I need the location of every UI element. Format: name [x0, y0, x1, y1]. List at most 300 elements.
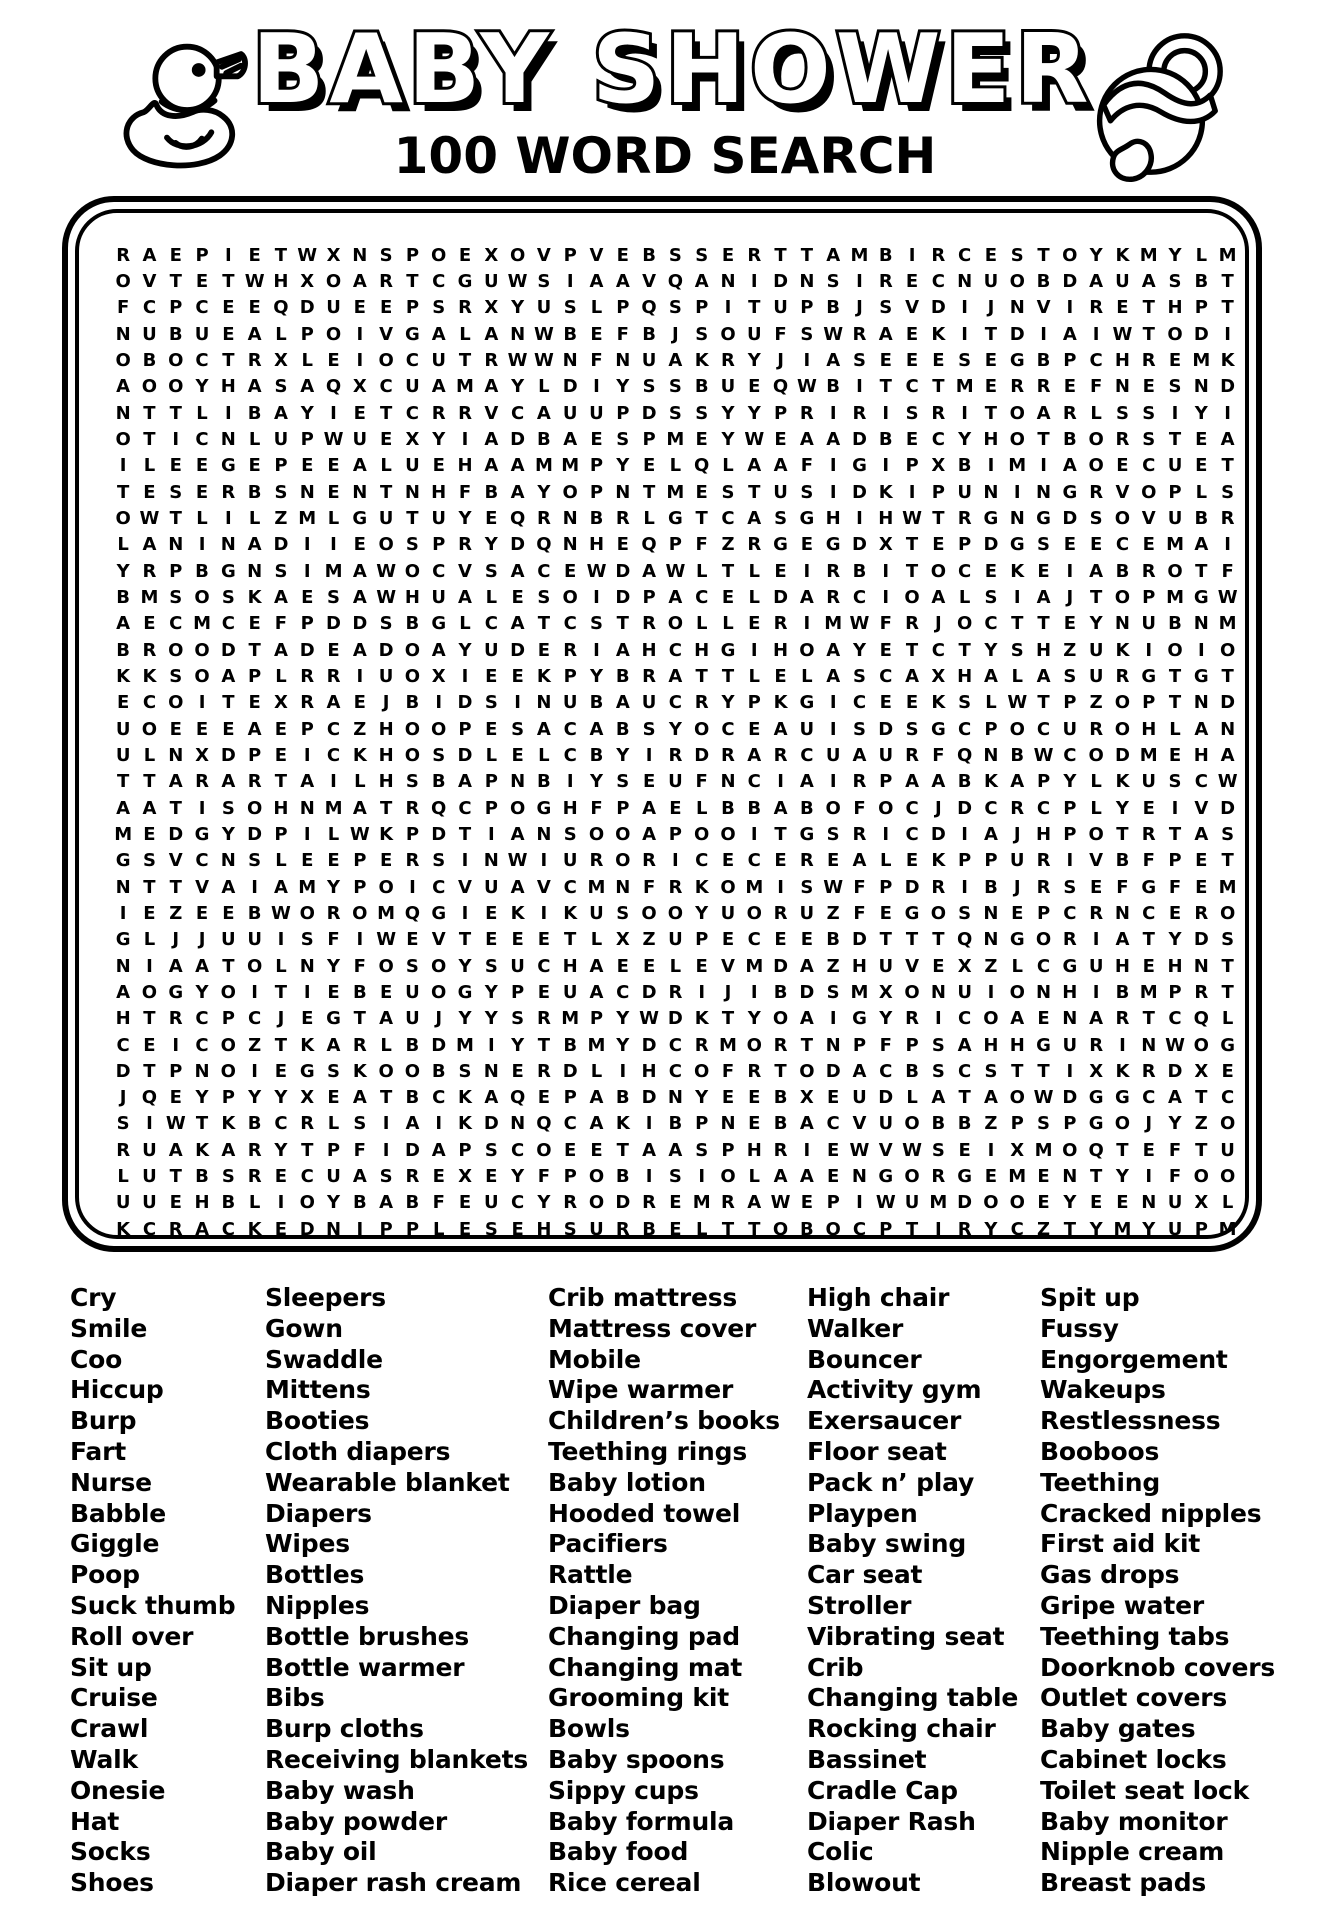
grid-letter: E	[353, 692, 366, 714]
grid-letter: C	[879, 665, 893, 687]
grid-letter: A	[826, 349, 841, 371]
grid-letter: I	[224, 402, 232, 424]
grid-letter: H	[1036, 639, 1052, 661]
grid-letter: S	[405, 955, 419, 977]
grid-letter: W	[744, 428, 765, 450]
grid-letter: I	[487, 1034, 495, 1056]
grid-letter: W	[1165, 1034, 1185, 1056]
grid-letter: D	[641, 402, 657, 424]
grid-letter: E	[879, 692, 892, 714]
grid-letter: D	[667, 1008, 683, 1030]
grid-letter: T	[1011, 1060, 1024, 1082]
grid-letter: H	[1114, 955, 1130, 977]
grid-letter: E	[984, 560, 998, 582]
grid-letter: O	[194, 665, 210, 687]
word-item: Walker	[807, 1313, 904, 1343]
grid-letter: N	[562, 507, 578, 529]
grid-letter: C	[958, 560, 972, 582]
grid-letter: S	[695, 244, 709, 266]
grid-letter: Z	[1037, 1218, 1051, 1240]
grid-letter: U	[668, 929, 683, 951]
grid-letter: D	[1193, 323, 1209, 345]
grid-letter: Y	[984, 639, 998, 661]
grid-letter: R	[1089, 902, 1104, 924]
grid-letter: I	[961, 402, 968, 424]
grid-letter: P	[326, 1139, 341, 1161]
grid-letter: A	[668, 1139, 683, 1161]
grid-letter: U	[562, 692, 578, 714]
grid-letter: K	[694, 349, 709, 371]
word-item: Nipples	[265, 1590, 370, 1620]
grid-letter: G	[431, 902, 447, 924]
grid-letter: R	[931, 876, 946, 898]
grid-letter: H	[562, 797, 578, 819]
grid-letter: H	[562, 955, 578, 977]
grid-letter: S	[537, 586, 551, 608]
grid-letter: D	[641, 1087, 657, 1109]
grid-letter: J	[277, 1008, 285, 1030]
grid-letter: O	[878, 797, 894, 819]
grid-letter: F	[879, 1034, 892, 1056]
grid-letter: R	[721, 744, 735, 766]
grid-letter: L	[669, 955, 682, 977]
grid-letter: W	[376, 586, 397, 608]
grid-letter: I	[198, 692, 206, 714]
grid-letter: R	[747, 534, 762, 556]
grid-letter: H	[878, 507, 894, 529]
grid-letter: Y	[248, 1087, 262, 1109]
grid-letter: S	[379, 244, 393, 266]
grid-letter: U	[720, 376, 736, 398]
grid-letter: G	[115, 850, 131, 872]
grid-letter: A	[799, 771, 814, 793]
grid-letter: T	[695, 665, 708, 687]
grid-letter: L	[1195, 481, 1208, 503]
grid-letter: L	[906, 1087, 918, 1109]
grid-letter: T	[117, 481, 130, 503]
grid-letter: G	[799, 823, 815, 845]
grid-letter: A	[642, 823, 657, 845]
grid-letter: P	[1194, 1218, 1208, 1240]
grid-letter: N	[247, 560, 263, 582]
grid-letter: E	[932, 534, 945, 556]
grid-letter: S	[1037, 1113, 1051, 1135]
grid-letter: S	[169, 586, 183, 608]
grid-letter: I	[672, 850, 679, 872]
grid-letter: C	[1036, 955, 1051, 977]
grid-letter: H	[1167, 955, 1183, 977]
grid-letter: L	[1169, 718, 1181, 740]
grid-letter: R	[747, 244, 762, 266]
grid-letter: E	[195, 270, 209, 292]
grid-letter: R	[116, 1139, 131, 1161]
grid-letter: K	[458, 1113, 472, 1135]
grid-letter: Y	[1168, 1113, 1182, 1135]
grid-letter: X	[352, 376, 367, 398]
grid-letter: H	[536, 1218, 552, 1240]
grid-letter: R	[247, 771, 262, 793]
grid-letter: K	[1220, 349, 1235, 371]
grid-letter: E	[642, 771, 656, 793]
grid-letter: I	[856, 376, 863, 398]
grid-letter: P	[353, 850, 367, 872]
grid-letter: A	[116, 981, 131, 1003]
grid-letter: B	[615, 1166, 630, 1188]
grid-letter: O	[1009, 1087, 1025, 1109]
grid-letter: A	[589, 1087, 604, 1109]
word-item: Gripe water	[1040, 1590, 1204, 1620]
grid-letter: P	[484, 771, 498, 793]
grid-letter: T	[721, 665, 735, 687]
word-item: Toilet seat lock	[1040, 1775, 1250, 1805]
grid-letter: O	[588, 823, 605, 845]
grid-letter: B	[1115, 850, 1130, 872]
grid-letter: M	[666, 481, 685, 503]
grid-letter: P	[169, 1060, 183, 1082]
grid-letter: W	[533, 323, 554, 345]
grid-letter: I	[698, 981, 706, 1003]
grid-letter: H	[773, 639, 789, 661]
grid-letter: P	[221, 1087, 235, 1109]
grid-letter: O	[404, 718, 421, 740]
grid-letter: Y	[747, 402, 761, 424]
grid-letter: G	[904, 902, 920, 924]
grid-letter: B	[1010, 744, 1025, 766]
grid-letter: D	[1220, 692, 1236, 714]
grid-letter: B	[1036, 270, 1051, 292]
word-search-box	[62, 196, 1262, 1252]
grid-letter: J	[672, 323, 679, 345]
grid-letter: Y	[511, 1034, 525, 1056]
grid-letter: R	[1036, 376, 1051, 398]
grid-letter: E	[537, 639, 551, 661]
grid-letter: P	[353, 876, 367, 898]
grid-letter: Q	[641, 534, 657, 556]
grid-letter: Y	[1063, 1192, 1077, 1214]
grid-letter: Y	[1115, 1166, 1129, 1188]
grid-letter: T	[406, 270, 419, 292]
grid-letter: T	[379, 402, 393, 424]
grid-letter: E	[1168, 744, 1182, 766]
grid-letter: I	[829, 692, 837, 714]
grid-letter: T	[616, 1139, 629, 1161]
grid-letter: C	[563, 744, 577, 766]
grid-letter: P	[1142, 692, 1156, 714]
word-item: Colic	[807, 1837, 874, 1867]
grid-letter: A	[642, 797, 657, 819]
grid-letter: E	[827, 1139, 840, 1161]
word-item: Baby powder	[265, 1806, 447, 1836]
grid-letter: O	[352, 902, 368, 924]
word-item: Breast pads	[1040, 1868, 1207, 1898]
grid-letter: U	[142, 1166, 157, 1188]
grid-letter: T	[1168, 823, 1182, 845]
grid-letter: S	[511, 1008, 525, 1030]
grid-letter: S	[274, 376, 288, 398]
grid-letter: U	[431, 349, 447, 371]
grid-letter: C	[721, 507, 735, 529]
grid-letter: J	[856, 297, 863, 319]
grid-letter: A	[1036, 402, 1051, 424]
grid-letter: O	[904, 1113, 920, 1135]
grid-letter: U	[799, 902, 815, 924]
grid-letter: I	[777, 876, 784, 898]
grid-letter: I	[619, 1060, 627, 1082]
grid-letter: O	[1193, 1034, 1209, 1056]
grid-letter: K	[352, 744, 367, 766]
grid-letter: U	[773, 481, 788, 503]
grid-letter: L	[880, 850, 892, 872]
grid-letter: I	[829, 455, 837, 477]
grid-letter: M	[456, 376, 474, 398]
grid-letter: Y	[511, 297, 525, 319]
word-list-column-2	[265, 1283, 528, 1899]
grid-letter: B	[615, 1087, 630, 1109]
grid-letter: J	[1145, 1113, 1153, 1135]
grid-letter: E	[1037, 1008, 1050, 1030]
grid-letter: N	[115, 323, 131, 345]
grid-letter: S	[774, 507, 788, 529]
grid-letter: A	[142, 244, 157, 266]
grid-letter: O	[1167, 560, 1183, 582]
grid-letter: P	[1063, 797, 1077, 819]
grid-letter: R	[300, 692, 315, 714]
grid-letter: M	[1113, 1218, 1132, 1240]
grid-letter: C	[1168, 1008, 1182, 1030]
grid-letter: F	[274, 613, 288, 635]
grid-letter: T	[774, 244, 787, 266]
grid-letter: C	[668, 1034, 682, 1056]
grid-letter: E	[353, 402, 366, 424]
grid-letter: U	[589, 402, 604, 424]
grid-letter: T	[379, 481, 393, 503]
grid-letter: B	[563, 1034, 578, 1056]
grid-letter: P	[589, 1008, 604, 1030]
grid-letter: H	[378, 771, 394, 793]
grid-letter: Y	[1115, 797, 1129, 819]
grid-letter: E	[748, 376, 761, 398]
grid-letter: K	[563, 902, 578, 924]
grid-letter: O	[115, 428, 131, 450]
grid-letter: L	[1011, 955, 1023, 977]
grid-letter: B	[1062, 428, 1077, 450]
grid-letter: S	[616, 902, 630, 924]
grid-letter: T	[1037, 613, 1050, 635]
word-list-column-4	[807, 1283, 1018, 1899]
grid-letter: A	[615, 270, 630, 292]
grid-letter: U	[878, 955, 894, 977]
grid-letter: U	[589, 902, 604, 924]
grid-letter: I	[829, 481, 837, 503]
grid-letter: N	[983, 744, 999, 766]
grid-letter: Y	[852, 639, 866, 661]
grid-letter: I	[303, 560, 311, 582]
grid-letter: T	[1089, 1166, 1103, 1188]
grid-letter: E	[800, 1192, 814, 1214]
grid-letter: J	[935, 613, 942, 635]
grid-letter: E	[1195, 455, 1208, 477]
grid-letter: R	[905, 613, 919, 635]
grid-letter: U	[142, 1139, 157, 1161]
grid-letter: A	[273, 402, 288, 424]
grid-letter: I	[803, 613, 811, 635]
grid-letter: O	[772, 1008, 789, 1030]
grid-letter: T	[1142, 1008, 1155, 1030]
grid-letter: Y	[116, 560, 130, 582]
grid-letter: D	[641, 981, 657, 1003]
grid-letter: I	[1171, 402, 1179, 424]
grid-letter: A	[931, 586, 946, 608]
grid-letter: R	[642, 665, 657, 687]
grid-letter: S	[905, 718, 919, 740]
grid-letter: K	[694, 876, 709, 898]
grid-letter: H	[588, 534, 605, 556]
grid-letter: E	[905, 850, 919, 872]
word-item: Children’s books	[548, 1406, 780, 1436]
grid-letter: E	[695, 428, 708, 450]
word-item: Poop	[70, 1560, 140, 1590]
grid-letter: K	[931, 850, 946, 872]
grid-letter: A	[379, 1008, 394, 1030]
grid-letter: W	[639, 1008, 660, 1030]
grid-letter: I	[645, 744, 653, 766]
grid-letter: L	[248, 507, 261, 529]
grid-letter: C	[195, 1034, 209, 1056]
grid-letter: N	[536, 823, 552, 845]
grid-letter: E	[222, 902, 235, 924]
grid-letter: B	[878, 244, 893, 266]
grid-letter: C	[142, 692, 157, 714]
grid-letter: T	[1063, 1218, 1076, 1240]
grid-letter: A	[352, 797, 367, 819]
grid-letter: A	[905, 665, 920, 687]
grid-letter: E	[169, 244, 182, 266]
grid-letter: F	[695, 534, 708, 556]
grid-letter: A	[957, 1034, 972, 1056]
grid-letter: A	[668, 665, 683, 687]
grid-letter: Z	[248, 1034, 262, 1056]
grid-letter: N	[299, 481, 315, 503]
grid-letter: D	[1062, 507, 1078, 529]
grid-letter: V	[642, 270, 657, 292]
grid-letter: I	[856, 507, 863, 529]
grid-letter: T	[537, 1034, 551, 1056]
grid-letter: C	[905, 797, 919, 819]
grid-letter: R	[1141, 349, 1156, 371]
grid-letter: N	[667, 1087, 683, 1109]
grid-letter: E	[1063, 613, 1076, 635]
grid-letter: E	[327, 481, 340, 503]
grid-letter: A	[352, 586, 367, 608]
grid-letter: M	[1139, 244, 1158, 266]
grid-letter: T	[143, 1008, 156, 1030]
grid-letter: Y	[721, 402, 735, 424]
grid-letter: S	[379, 1166, 393, 1188]
word-item: Teething rings	[548, 1436, 748, 1466]
grid-letter: V	[484, 402, 499, 424]
grid-letter: Y	[668, 718, 682, 740]
grid-letter: X	[878, 534, 893, 556]
grid-letter: L	[1221, 1008, 1234, 1030]
grid-letter: T	[458, 929, 472, 951]
grid-letter: M	[1166, 586, 1184, 608]
grid-letter: O	[168, 376, 184, 398]
grid-letter: N	[299, 797, 315, 819]
grid-letter: U	[1088, 639, 1104, 661]
grid-letter: M	[666, 428, 685, 450]
grid-letter: B	[1115, 560, 1130, 582]
grid-letter: D	[825, 1060, 841, 1082]
grid-letter: O	[1219, 639, 1236, 661]
grid-letter: R	[1115, 665, 1130, 687]
grid-letter: R	[1194, 902, 1209, 924]
grid-letter: E	[248, 244, 261, 266]
grid-letter: F	[117, 297, 130, 319]
grid-letter: R	[668, 876, 683, 898]
grid-letter: R	[458, 297, 472, 319]
word-list-column-3	[548, 1283, 780, 1899]
grid-letter: I	[1092, 929, 1100, 951]
grid-letter: E	[721, 850, 735, 872]
grid-letter: P	[800, 297, 814, 319]
grid-letter: I	[224, 244, 232, 266]
grid-letter: A	[221, 876, 236, 898]
grid-letter: Z	[1063, 639, 1077, 661]
grid-letter: E	[301, 586, 314, 608]
grid-letter: O	[904, 981, 920, 1003]
grid-letter: O	[246, 955, 263, 977]
grid-letter: S	[958, 349, 972, 371]
grid-letter: I	[803, 1139, 811, 1161]
grid-letter: D	[1062, 1087, 1078, 1109]
grid-letter: T	[800, 1034, 813, 1056]
grid-letter: M	[377, 902, 396, 924]
grid-letter: D	[1114, 744, 1130, 766]
grid-letter: P	[668, 823, 682, 845]
grid-letter: C	[300, 1166, 314, 1188]
grid-letter: J	[382, 692, 390, 714]
grid-letter: N	[720, 771, 736, 793]
grid-letter: B	[116, 586, 131, 608]
grid-letter: N	[168, 534, 184, 556]
grid-letter: N	[615, 349, 631, 371]
word-item: Shoes	[70, 1868, 154, 1898]
grid-letter: L	[538, 376, 550, 398]
grid-letter: O	[220, 1034, 236, 1056]
grid-letter: D	[1220, 797, 1236, 819]
word-item: Changing table	[807, 1683, 1019, 1713]
grid-letter: S	[221, 1166, 235, 1188]
grid-letter: U	[115, 744, 131, 766]
grid-letter: M	[456, 1034, 474, 1056]
grid-letter: T	[1037, 428, 1050, 450]
grid-letter: A	[405, 1113, 420, 1135]
grid-letter: D	[273, 534, 289, 556]
grid-letter: E	[1063, 376, 1076, 398]
grid-letter: V	[195, 876, 209, 898]
grid-letter: H	[957, 665, 973, 687]
grid-letter: I	[435, 1113, 443, 1135]
grid-letter: Q	[667, 270, 684, 292]
grid-letter: E	[248, 297, 261, 319]
grid-letter: Y	[537, 1192, 551, 1214]
grid-letter: E	[248, 613, 261, 635]
grid-letter: D	[220, 639, 236, 661]
word-item: Baby oil	[265, 1837, 377, 1867]
grid-letter: E	[511, 929, 524, 951]
grid-letter: E	[1142, 1139, 1155, 1161]
grid-letter: P	[379, 1218, 393, 1240]
